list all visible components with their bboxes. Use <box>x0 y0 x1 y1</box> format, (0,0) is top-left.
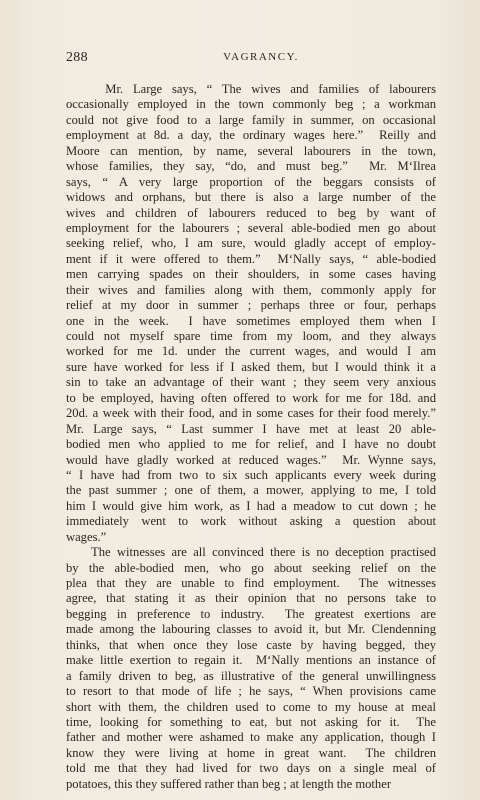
text-line: wages.” <box>66 529 107 544</box>
paragraph <box>66 82 436 545</box>
text-line: one in the week. I have sometimes employed them when I <box>66 313 436 328</box>
text-line: occasionally employed in the town commonly beg ; a workman <box>66 97 436 112</box>
text-line: to be employed, having often offered to work for me for 18d. and <box>66 390 436 405</box>
body-text <box>66 82 436 792</box>
text-line: him I would give him work, as I had a meadow to cut down ; he <box>66 498 436 513</box>
text-line: employment for the labourers ; several able-bodied men go about <box>66 220 436 235</box>
text-line: agree, that stating it as their opinion that no persons take to <box>66 591 436 606</box>
text-line: a family driven to beg, as illustrative of the general unwillingness <box>66 668 436 683</box>
text-line: “ I have had from two to six such applicants every week during <box>66 467 436 482</box>
text-line: begging in preference to industry. The greatest exertions are <box>66 606 436 621</box>
text-line: Mr. Large says, “ Last summer I have met at least 20 able- <box>66 421 436 436</box>
text-line: immediately went to work without asking a question about <box>66 514 436 529</box>
text-line: Moore can mention, by name, several labourers in the town, <box>66 143 436 158</box>
text-line: worked for me 1d. under the current wages, and would I am <box>66 344 436 359</box>
text-line: plea that they are unable to find employment. The witnesses <box>66 576 436 590</box>
text-line: by the able-bodied men, who go about seeking relief on the <box>66 560 436 575</box>
text-line: 20d. a week with their food, and in some cases for their food merely.” <box>66 406 436 421</box>
text-line: bodied men who applied to me for relief, and I have no doubt <box>66 437 436 452</box>
text-line: told me that they had lived for two days on a single meal of <box>66 761 436 776</box>
page-number: 288 <box>66 50 88 65</box>
text-line: to resort to that mode of life ; he says, “ When provisions came <box>66 684 436 699</box>
text-line: know they were living at home in great want. The children <box>66 745 436 760</box>
text-line: widows and orphans, but there is also a large number of the <box>66 190 436 205</box>
text-line: says, “ A very large proportion of the beggars consists of <box>66 174 436 189</box>
text-line: short with them, the children used to come to my house at meal <box>66 699 436 714</box>
text-line: The witnesses are all convinced there is no deception practised <box>66 545 436 560</box>
text-line: would have gladly worked at reduced wages.” Mr. Wynne says, <box>66 452 436 467</box>
text-line: their wives and families along with them, commonly apply for <box>66 282 436 297</box>
text-line: could not give food to a large family in summer, on occasional <box>66 112 436 127</box>
text-line: wives and children of labourers reduced to beg by want of <box>66 205 436 220</box>
text-line: time, looking for something to eat, but not asking for it. The <box>66 714 436 729</box>
text-line: Mr. Large says, “ The wives and families of labourers <box>66 82 436 96</box>
page-header <box>66 50 436 66</box>
text-line: thinks, that when once they lose caste by having begged, they <box>66 637 436 652</box>
text-line: men carrying spades on their shoulders, in some cases having <box>66 267 436 282</box>
text-line: whose families, they say, “do, and must beg.” Mr. M‘Ilrea <box>66 159 436 174</box>
text-line: made among the labouring classes to avoid it, but Mr. Clendenning <box>66 622 436 637</box>
text-line: employment at 8d. a day, the ordinary wages here.” Reilly and <box>66 128 436 143</box>
text-line: make little exertion to regain it. M‘Nally mentions an instance of <box>66 653 436 668</box>
text-line: father and mother were ashamed to make any application, though I <box>66 730 436 745</box>
text-line: seeking relief, who, I am sure, would gladly accept of employ- <box>66 236 436 251</box>
paragraph <box>66 545 436 792</box>
text-line: the past summer ; one of them, a mower, applying to me, I told <box>66 483 436 498</box>
text-line: sin to take an advantage of their want ; they seem very anxious <box>66 375 436 390</box>
text-line: sure have worked for less if I asked them, but I would think it a <box>66 359 436 374</box>
running-head: VAGRANCY. <box>223 51 299 63</box>
text-line: could not myself spare time from my loom, and they always <box>66 329 436 343</box>
text-line: ment if it were offered to them.” M‘Nally says, “ able-bodied <box>66 251 436 266</box>
text-line: potatoes, this they suffered rather than beg ; at length the mother <box>66 776 392 791</box>
text-line: relief at my door in summer ; perhaps three or four, perhaps <box>66 298 436 313</box>
